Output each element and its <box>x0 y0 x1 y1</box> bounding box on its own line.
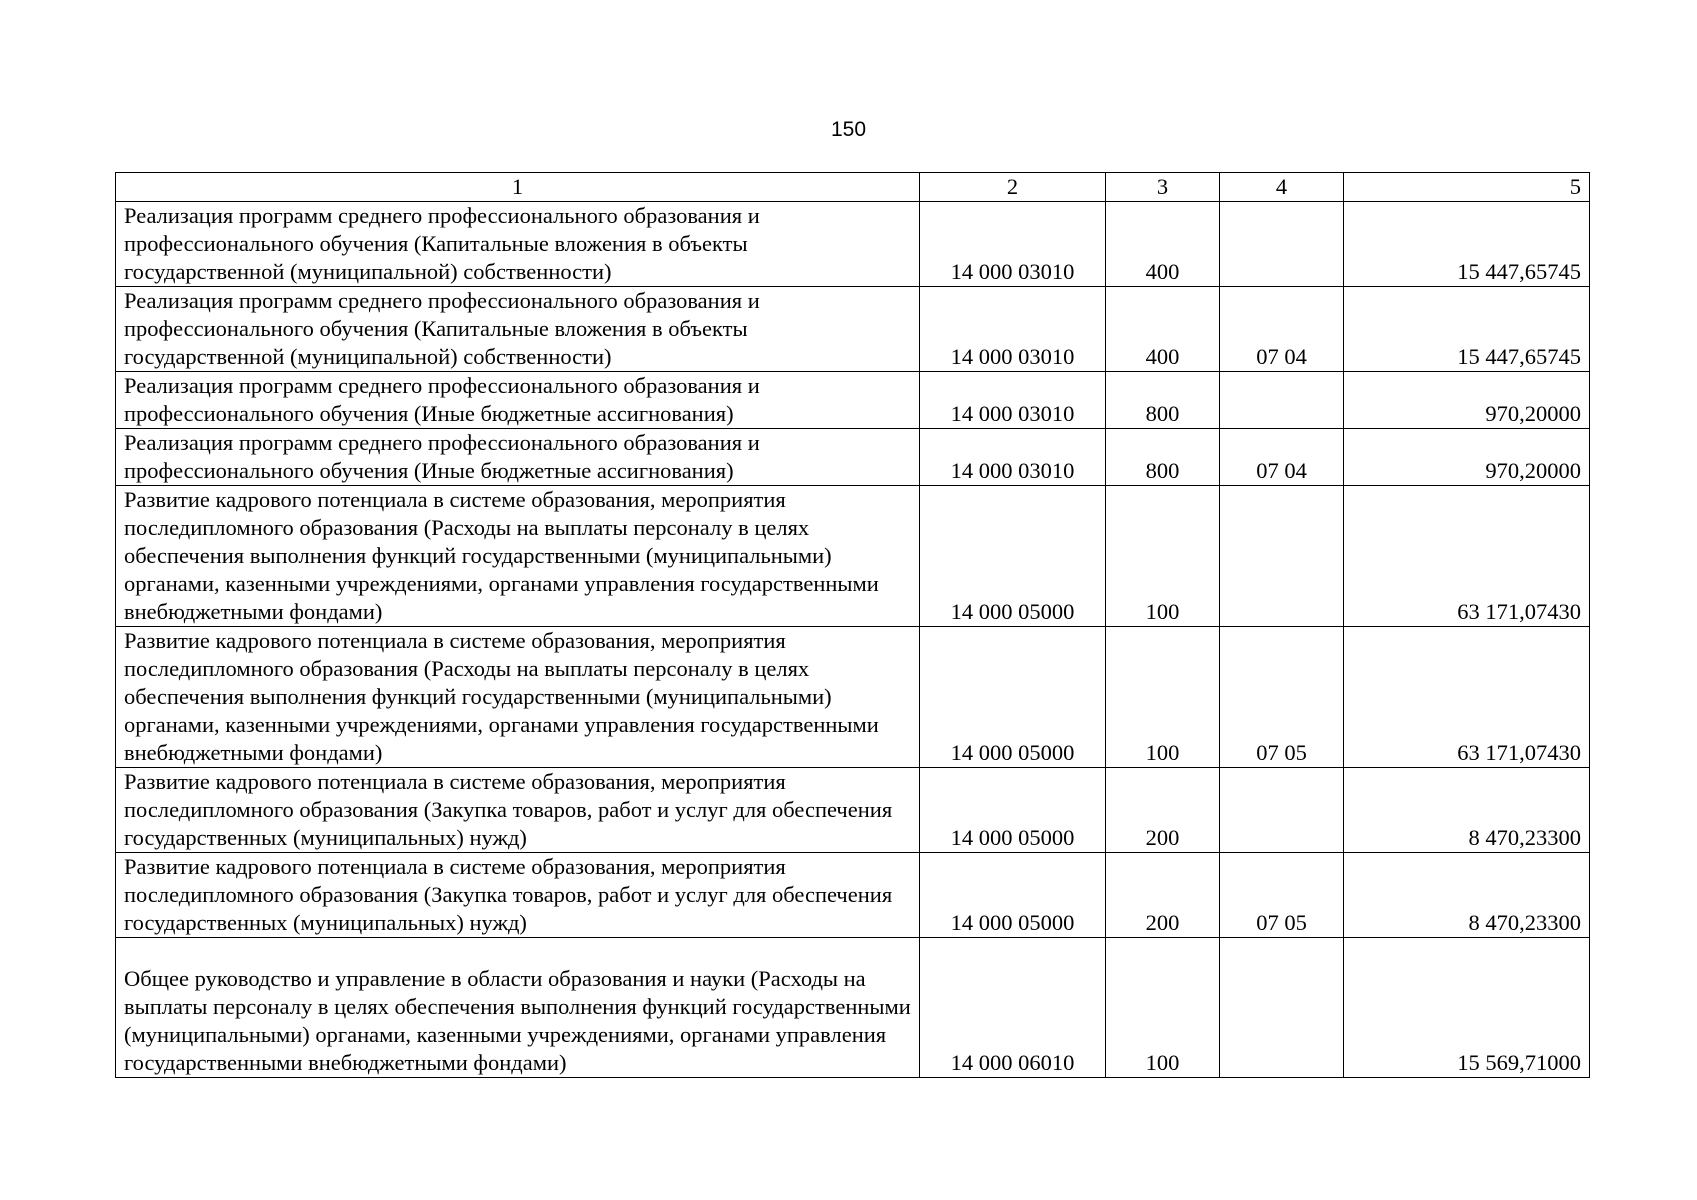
table-row <box>116 768 1590 853</box>
table-row <box>116 202 1590 287</box>
row-target-article-cell: 14 000 05000 <box>920 853 1106 938</box>
row-name-cell: Реализация программ среднего профессионального образования и профессионального обучения (Капитальные вложения в объекты государственной (муниципальной) собственности) <box>116 287 920 372</box>
row-amount-cell: 15 447,65745 <box>1344 287 1590 372</box>
row-amount-cell: 8 470,23300 <box>1344 853 1590 938</box>
row-name-cell: Развитие кадрового потенциала в системе образования, мероприятия последипломного образования (Закупка товаров, работ и услуг для обеспечения государственных (муниципальных) нужд) <box>116 853 920 938</box>
row-amount-cell: 15 447,65745 <box>1344 202 1590 287</box>
budget-table <box>115 172 1590 1078</box>
table-body <box>116 202 1590 1078</box>
row-section-cell <box>1220 768 1344 853</box>
row-expense-type-cell: 100 <box>1106 627 1220 768</box>
table-row <box>116 429 1590 486</box>
row-expense-type-cell: 800 <box>1106 429 1220 486</box>
row-expense-type-cell: 200 <box>1106 853 1220 938</box>
row-name-cell: Реализация программ среднего профессионального образования и профессионального обучения (Капитальные вложения в объекты государственной (муниципальной) собственности) <box>116 202 920 287</box>
row-section-cell: 07 04 <box>1220 287 1344 372</box>
row-section-cell <box>1220 372 1344 429</box>
row-target-article-cell: 14 000 03010 <box>920 202 1106 287</box>
table-row <box>116 853 1590 938</box>
row-name-cell: Реализация программ среднего профессионального образования и профессионального обучения (Иные бюджетные ассигнования) <box>116 372 920 429</box>
row-name-cell: Общее руководство и управление в области образования и науки (Расходы на выплаты персоналу в целях обеспечения выполнения функций государственными (муниципальными) органами, казенными учреждениями, органами управления государственными внебюджетными фондами) <box>116 938 920 1078</box>
row-expense-type-cell: 400 <box>1106 202 1220 287</box>
row-section-cell: 07 04 <box>1220 429 1344 486</box>
header-col-1: 1 <box>116 173 920 202</box>
header-col-4: 4 <box>1220 173 1344 202</box>
row-target-article-cell: 14 000 06010 <box>920 938 1106 1078</box>
row-amount-cell: 8 470,23300 <box>1344 768 1590 853</box>
header-col-5: 5 <box>1344 173 1590 202</box>
row-section-cell: 07 05 <box>1220 627 1344 768</box>
table-row <box>116 627 1590 768</box>
row-section-cell: 07 05 <box>1220 853 1344 938</box>
row-amount-cell: 970,20000 <box>1344 372 1590 429</box>
row-section-cell <box>1220 202 1344 287</box>
row-name-cell: Реализация программ среднего профессионального образования и профессионального обучения (Иные бюджетные ассигнования) <box>116 429 920 486</box>
row-target-article-cell: 14 000 03010 <box>920 287 1106 372</box>
row-amount-cell: 63 171,07430 <box>1344 627 1590 768</box>
row-target-article-cell: 14 000 05000 <box>920 627 1106 768</box>
row-expense-type-cell: 800 <box>1106 372 1220 429</box>
row-section-cell <box>1220 486 1344 627</box>
row-amount-cell: 970,20000 <box>1344 429 1590 486</box>
row-target-article-cell: 14 000 05000 <box>920 486 1106 627</box>
row-name-cell: Развитие кадрового потенциала в системе образования, мероприятия последипломного образования (Расходы на выплаты персоналу в целях обеспечения выполнения функций государственными (муниципальными) органами, казенными учреждениями, органами управления государственными внебюджетными фондами) <box>116 627 920 768</box>
table-row <box>116 486 1590 627</box>
row-target-article-cell: 14 000 03010 <box>920 372 1106 429</box>
row-expense-type-cell: 200 <box>1106 768 1220 853</box>
row-section-cell <box>1220 938 1344 1078</box>
row-amount-cell: 15 569,71000 <box>1344 938 1590 1078</box>
table-row <box>116 287 1590 372</box>
table-row <box>116 938 1590 1078</box>
header-col-3: 3 <box>1106 173 1220 202</box>
row-expense-type-cell: 100 <box>1106 486 1220 627</box>
table-header-row <box>116 173 1590 202</box>
table-row <box>116 372 1590 429</box>
row-expense-type-cell: 400 <box>1106 287 1220 372</box>
row-amount-cell: 63 171,07430 <box>1344 486 1590 627</box>
row-target-article-cell: 14 000 03010 <box>920 429 1106 486</box>
page-number: 150 <box>830 118 867 141</box>
row-name-cell: Развитие кадрового потенциала в системе образования, мероприятия последипломного образования (Расходы на выплаты персоналу в целях обеспечения выполнения функций государственными (муниципальными) органами, казенными учреждениями, органами управления государственными внебюджетными фондами) <box>116 486 920 627</box>
row-expense-type-cell: 100 <box>1106 938 1220 1078</box>
header-col-2: 2 <box>920 173 1106 202</box>
row-name-cell: Развитие кадрового потенциала в системе образования, мероприятия последипломного образования (Закупка товаров, работ и услуг для обеспечения государственных (муниципальных) нужд) <box>116 768 920 853</box>
row-target-article-cell: 14 000 05000 <box>920 768 1106 853</box>
